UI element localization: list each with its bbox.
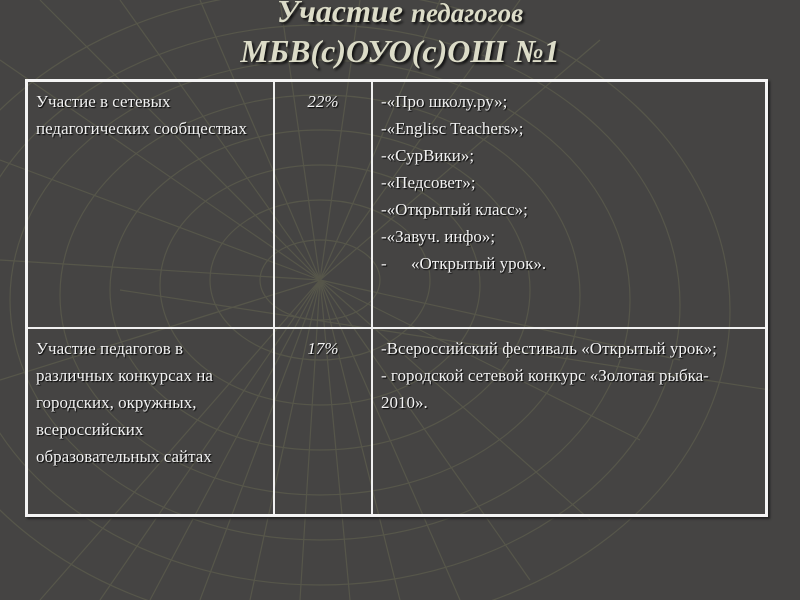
category-cell: Участие педагогов в различных конкурсах на городских, окружных, всероссийских образовательных сайтах bbox=[28, 328, 274, 514]
list-item: -«Открытый класс»; bbox=[381, 200, 528, 219]
items-cell bbox=[372, 82, 765, 328]
list-item-text: «Открытый урок». bbox=[411, 254, 547, 273]
slide-title bbox=[0, 0, 800, 70]
list-dash: - bbox=[381, 254, 387, 273]
list-item bbox=[381, 250, 757, 277]
title-line-2: МБВ(с)ОУО(с)ОШ №1 bbox=[240, 33, 560, 69]
list-item: -«Про школу.ру»; bbox=[381, 92, 508, 111]
participation-table bbox=[25, 79, 768, 517]
title-line-1 bbox=[0, 0, 800, 32]
list-item: -«Englisc Teachers»; bbox=[381, 119, 524, 138]
table-row bbox=[28, 82, 765, 328]
category-cell: Участие в сетевых педагогических сообществах bbox=[28, 82, 274, 328]
title-word-participation: Участие bbox=[276, 0, 403, 29]
title-word-teachers: педагогов bbox=[410, 0, 524, 28]
list-item: - городской сетевой конкурс «Золотая рыбка- 2010». bbox=[381, 366, 709, 412]
table-row bbox=[28, 328, 765, 514]
list-item: -«Педсовет»; bbox=[381, 173, 476, 192]
list-item: -Всероссийский фестиваль «Открытый урок»; bbox=[381, 339, 717, 358]
list-item: -«Завуч. инфо»; bbox=[381, 227, 496, 246]
percent-cell: 22% bbox=[274, 82, 372, 328]
percent-cell: 17% bbox=[274, 328, 372, 514]
items-cell bbox=[372, 328, 765, 514]
list-item: -«СурВики»; bbox=[381, 146, 475, 165]
